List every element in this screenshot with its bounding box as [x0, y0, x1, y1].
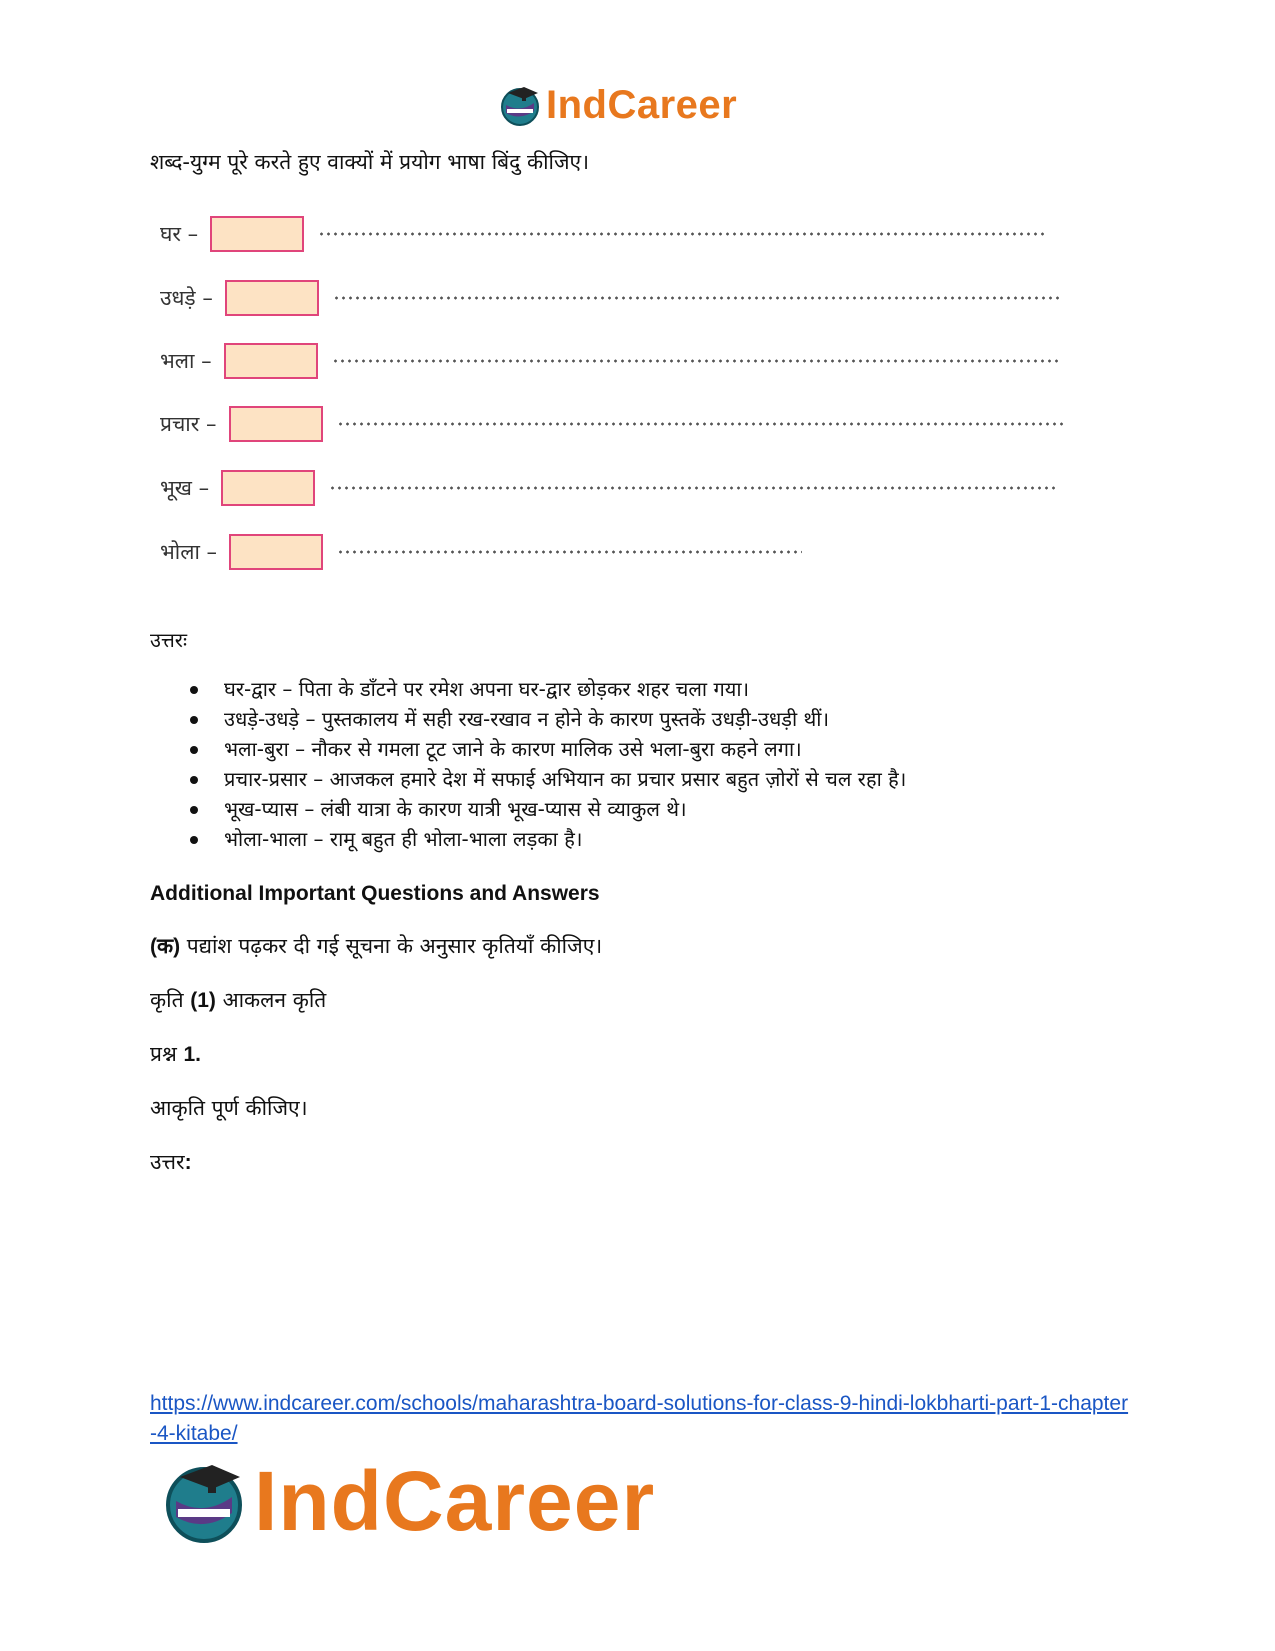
exercise-word: घर –: [160, 222, 199, 246]
graduation-globe-icon: [160, 1457, 248, 1545]
exercise-word: भूख –: [160, 476, 210, 500]
list-item: प्रचार-प्रसार – आजकल हमारे देश में सफाई अभियान का प्रचार प्रसार बहुत ज़ोरों से चल रहा है।: [150, 764, 906, 794]
exercise-row: [160, 404, 1067, 444]
answer-box[interactable]: [229, 534, 323, 570]
list-item: भोला-भाला – रामू बहुत ही भोला-भाला लड़का है।: [150, 824, 906, 854]
question-instruction: (क) पद्यांश पढ़कर दी गई सूचना के अनुसार कृतियाँ कीजिए।: [150, 934, 603, 958]
answer-box[interactable]: [221, 470, 315, 506]
bullet-icon: [190, 686, 198, 694]
exercise-instruction: शब्द-युग्म पूरे करते हुए वाक्यों में प्रयोग भाषा बिंदु कीजिए।: [150, 150, 590, 174]
list-item: भला-बुरा – नौकर से गमला टूट जाने के कारण मालिक उसे भला-बुरा कहने लगा।: [150, 734, 906, 764]
list-item: घर-द्वार – पिता के डाँटने पर रमेश अपना घर-द्वार छोड़कर शहर चला गया।: [150, 674, 906, 704]
exercise-row: [160, 278, 1063, 318]
answer-box[interactable]: [225, 280, 319, 316]
activity-title: कृति (1) आकलन कृति: [150, 988, 327, 1012]
dotted-answer-line: [332, 359, 1062, 363]
bullet-icon: [190, 716, 198, 724]
graduation-globe-icon: [498, 83, 542, 127]
dotted-answer-line: [337, 550, 802, 554]
exercise-word: उधड़े –: [160, 286, 213, 310]
dotted-answer-line: [318, 232, 1048, 236]
answer-box[interactable]: [224, 343, 318, 379]
bullet-icon: [190, 806, 198, 814]
footer-logo: [160, 1455, 655, 1547]
question-text: आकृति पूर्ण कीजिए।: [150, 1096, 308, 1120]
answer-box[interactable]: [229, 406, 323, 442]
question-number: प्रश्न 1.: [150, 1042, 201, 1066]
bullet-icon: [190, 776, 198, 784]
logo-text: IndCareer: [546, 82, 738, 127]
dotted-answer-line: [337, 422, 1067, 426]
answer-list: [150, 674, 906, 854]
exercise-row: [160, 341, 1062, 381]
dotted-answer-line: [329, 486, 1059, 490]
exercise-row: [160, 468, 1059, 508]
list-item: उधड़े-उधड़े – पुस्तकालय में सही रख-रखाव न होने के कारण पुस्तकें उधड़ी-उधड़ी थीं।: [150, 704, 906, 734]
exercise-row: [160, 214, 1048, 254]
answer-box[interactable]: [210, 216, 304, 252]
answer-label-2: उत्तर:: [150, 1150, 192, 1174]
exercise-row: [160, 532, 802, 572]
exercise-word: भोला –: [160, 540, 218, 564]
dotted-answer-line: [333, 296, 1063, 300]
logo-text: IndCareer: [254, 1453, 656, 1548]
source-link[interactable]: https://www.indcareer.com/schools/maharashtra-board-solutions-for-class-9-hindi-lokbharti-part-1-chapter-4-kitabe/: [150, 1392, 1129, 1445]
section-heading: Additional Important Questions and Answers: [150, 882, 600, 905]
bullet-icon: [190, 836, 198, 844]
exercise-word: भला –: [160, 349, 212, 373]
bullet-icon: [190, 746, 198, 754]
exercise-word: प्रचार –: [160, 412, 217, 436]
answer-label: उत्तरः: [150, 628, 187, 652]
header-logo: [498, 80, 737, 130]
list-item: भूख-प्यास – लंबी यात्रा के कारण यात्री भूख-प्यास से व्याकुल थे।: [150, 794, 906, 824]
